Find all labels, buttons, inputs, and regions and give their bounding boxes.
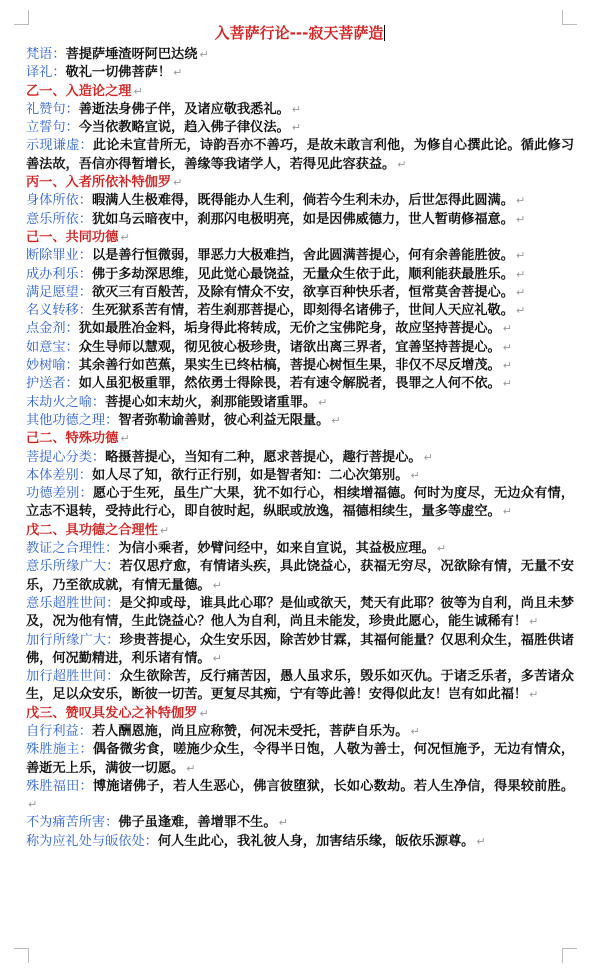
verse-label: 加行所缘广大： xyxy=(26,632,120,648)
verse-label: 成办利乐： xyxy=(26,266,92,282)
verse-text: 是父抑或母，谁具此心耶？是仙或欲天，梵天有此耶？彼等为自利，尚且未梦及，况为他有情，生此饶益心？他人为自利，尚且未能发，珍贵此愿心，能生诚稀有！ xyxy=(26,595,574,630)
verse-text: 珍贵菩提心，众生安乐因，除苦妙甘霖，其福何能量？仅思利众生，福胜供诸佛，何况勤精进，利乐诸有情。 xyxy=(26,632,574,666)
paragraph-mark: ↵ xyxy=(515,212,526,226)
verse-label: 本体差别： xyxy=(26,467,92,483)
paragraph-mark: ↵ xyxy=(410,468,420,482)
verse-line xyxy=(26,595,574,632)
verse-line xyxy=(26,137,574,174)
paragraph-mark: ↵ xyxy=(410,724,420,738)
paragraph-mark: ↵ xyxy=(529,615,539,629)
verse-text: 若仅思疗愈，有情诸头疾，具此饶益心，获福无穷尽，况欲除有情，无量不安乐，乃至欲成就，有情无量德。 xyxy=(26,559,574,593)
paragraph-mark: ↵ xyxy=(515,249,526,263)
verse-text: 今当依教略宣说，趋入佛子律仪法。 xyxy=(78,120,290,136)
verse-label: 妙树喻： xyxy=(26,358,79,374)
verse-text: 犹如最胜冶金料，垢身得此将转成，无价之宝佛陀身，故应坚持菩提心。 xyxy=(78,321,501,337)
paragraph-mark: ↵ xyxy=(212,578,222,592)
verse-text: 众生欲除苦，反行痛苦因，愚人虽求乐，毁乐如灭仇。于诸乏乐者，多苦诸众生，足以众安乐，断彼一切苦。更复尽其痴，宁有等此善！安得似此友！岂有如此福！ xyxy=(26,669,574,703)
verse-label: 殊胜施主： xyxy=(26,742,93,758)
paragraph-mark: ↵ xyxy=(291,121,301,135)
verse-line xyxy=(26,211,574,229)
section-heading xyxy=(26,705,574,723)
verse-label: 意乐超胜世间： xyxy=(26,595,120,611)
verse-label: 满足愿望： xyxy=(26,284,92,300)
verse-text: 如人尽了知，欲行正行别，如是智者知：二心次第别。 xyxy=(91,467,409,483)
verse-line xyxy=(26,485,574,522)
paragraph-mark: ↵ xyxy=(186,761,196,775)
section-heading-text: 己二、特殊功德 xyxy=(26,431,119,447)
verse-line xyxy=(26,46,574,64)
paragraph-mark: ↵ xyxy=(120,230,130,244)
verse-text: 善逝法身佛子伴，及诸应敬我悉礼。 xyxy=(78,101,290,117)
verse-text: 博施诸佛子，若人生恶心，佛言彼堕狱，长如心数劫。若人生净信，得果较前胜。 xyxy=(92,778,575,794)
verse-text: 犹如乌云暗夜中，刹那闪电极明亮，如是因佛威德力，世人暂萌修福意。 xyxy=(91,211,514,227)
page-corner-mark xyxy=(562,948,577,963)
section-heading-text: 戊二、具功德之合理性 xyxy=(26,522,158,538)
verse-line xyxy=(26,375,574,393)
verse-text: 菩提心如末劫火，刹那能毁诸重罪。 xyxy=(105,394,317,410)
paragraph-mark: ↵ xyxy=(529,688,539,702)
verse-text: 欲灭三有百般苦，及除有情众不安，欲享百种快乐者，恒常莫舍菩提心。 xyxy=(91,284,514,300)
verse-text: 以是善行恒微弱，罪恶力大极难挡，舍此圆满菩提心，何有余善能胜彼。 xyxy=(91,248,514,264)
verse-text: 生死狱系苦有情，若生刹那菩提心，即刻得名诸佛子，世间人天应礼敬。 xyxy=(91,303,514,319)
verse-line xyxy=(26,320,574,338)
verse-text: 愿心于生死，虽生广大果，犹不如行心，相续增福德。何时为度尽，无边众有情，立志不退转，受持此行心，即自彼时起，纵眠或放逸，福德相续生，量多等虚空。 xyxy=(26,486,575,520)
verse-label: 身体所依： xyxy=(26,193,92,209)
paragraph-mark: ↵ xyxy=(120,432,130,446)
verse-label: 译礼： xyxy=(26,65,66,81)
document-body[interactable] xyxy=(26,22,574,851)
paragraph-mark: ↵ xyxy=(28,798,38,812)
verse-text: 暇满人生极难得，既得能办人生利，倘若今生利未办，后世怎得此圆满。 xyxy=(91,193,514,209)
verse-label: 末劫火之喻： xyxy=(26,394,106,410)
verse-line xyxy=(26,833,574,851)
verse-line xyxy=(26,192,574,210)
document-title-text: 入菩萨行论---寂天菩萨造 xyxy=(214,24,384,42)
verse-text: 如人虽犯极重罪，然依勇士得除畏，若有速令解脱者，畏罪之人何不依。 xyxy=(78,376,501,392)
verse-text: 其余善行如芭蕉，果实生已终枯槁，菩提心树恒生果，非仅不尽反增茂。 xyxy=(78,358,501,374)
paragraph-mark: ↵ xyxy=(515,194,526,208)
verse-label: 菩提心分类： xyxy=(26,449,106,465)
paragraph-mark: ↵ xyxy=(436,542,447,556)
verse-line xyxy=(26,284,574,302)
verse-line xyxy=(26,412,574,430)
verse-text: 此论未宣昔所无，诗韵吾亦不善巧，是故未敢言利他，为修自心撰此论。循此修习善法故，吾信亦得暂增长，善缘等我诸学人，若得见此容获益。 xyxy=(26,138,575,172)
section-heading xyxy=(26,430,574,448)
verse-line xyxy=(26,119,574,137)
verse-line xyxy=(26,467,574,485)
verse-label: 护送者： xyxy=(26,376,79,392)
verse-text: 佛于多劫深思维，见此觉心最饶益，无量众生依于此，顺利能获最胜乐。 xyxy=(91,266,514,282)
verse-label: 如意宝： xyxy=(26,339,79,355)
verse-text: 何人生此心，我礼彼人身，加害结乐缘，皈依乐源尊。 xyxy=(157,833,475,849)
verse-line xyxy=(26,357,574,375)
verse-line xyxy=(26,814,574,832)
paragraph-mark: ↵ xyxy=(502,322,512,336)
verse-line xyxy=(26,741,574,778)
paragraph-mark: ↵ xyxy=(278,816,288,830)
paragraph-mark: ↵ xyxy=(397,157,407,171)
verse-text: 若人酬恩施，尚且应称赞，何况未受托，菩萨自乐为。 xyxy=(91,723,409,739)
verse-label: 教证之合理性： xyxy=(26,541,119,557)
verse-label: 自行利益： xyxy=(26,723,92,739)
section-heading-text: 丙一、入者所依补特伽罗 xyxy=(26,175,172,191)
verse-line xyxy=(26,64,574,82)
verse-text: 众生导师以慧观，彻见彼心极珍贵，诸欲出离三界者，宜善坚持菩提心。 xyxy=(78,339,501,355)
document-lines xyxy=(26,46,574,851)
paragraph-mark: ↵ xyxy=(331,413,341,427)
document-title xyxy=(26,22,574,44)
page-corner-mark xyxy=(14,948,29,963)
paragraph-mark: ↵ xyxy=(212,651,222,665)
verse-line xyxy=(26,302,574,320)
paragraph-mark: ↵ xyxy=(502,340,512,354)
paragraph-mark: ↵ xyxy=(502,505,512,519)
paragraph-mark: ↵ xyxy=(502,359,512,373)
section-heading xyxy=(26,174,574,192)
section-heading xyxy=(26,83,574,101)
verse-line xyxy=(26,449,574,467)
verse-label: 功德差别： xyxy=(26,486,93,502)
verse-text: 佛子虽逢难，善增罪不生。 xyxy=(118,815,277,831)
verse-label: 不为痛苦所害： xyxy=(26,815,119,831)
verse-line xyxy=(26,540,574,558)
verse-line xyxy=(26,778,574,815)
verse-line xyxy=(26,668,574,705)
verse-label: 加行超胜世间： xyxy=(26,669,120,685)
verse-line xyxy=(26,723,574,741)
section-heading-text: 己一、共同功德 xyxy=(26,229,119,245)
paragraph-mark: ↵ xyxy=(318,395,328,409)
paragraph-mark: ↵ xyxy=(476,834,486,848)
section-heading-text: 乙一、入造论之理 xyxy=(26,83,132,99)
section-heading xyxy=(26,522,574,540)
paragraph-mark: ↵ xyxy=(159,523,170,537)
section-heading xyxy=(26,229,574,247)
paragraph-mark: ↵ xyxy=(133,84,143,98)
paragraph-mark: ↵ xyxy=(199,48,209,61)
paragraph-mark: ↵ xyxy=(502,377,512,391)
verse-label: 立誓句： xyxy=(26,120,79,136)
verse-text: 敬礼一切佛菩萨！ xyxy=(65,65,172,81)
verse-line xyxy=(26,101,574,119)
paragraph-mark: ↵ xyxy=(515,304,526,318)
paragraph-mark: ↵ xyxy=(515,267,526,281)
verse-label: 名义转移： xyxy=(26,303,92,319)
paragraph-mark: ↵ xyxy=(173,176,183,190)
verse-label: 礼赞句： xyxy=(26,101,79,117)
verse-line xyxy=(26,632,574,669)
verse-label: 意乐所缘广大： xyxy=(26,559,120,575)
paragraph-mark: ↵ xyxy=(291,102,301,116)
paragraph-mark: ↵ xyxy=(199,706,209,720)
text-cursor xyxy=(384,25,385,41)
verse-line xyxy=(26,558,574,595)
paragraph-mark: ↵ xyxy=(423,450,433,464)
verse-line xyxy=(26,394,574,412)
verse-label: 梵语： xyxy=(26,47,66,62)
paragraph-mark: ↵ xyxy=(515,285,526,299)
verse-text: 略摄菩提心，当知有二种，愿求菩提心，趣行菩提心。 xyxy=(105,449,422,465)
verse-label: 称为应礼处与皈依处： xyxy=(26,833,158,849)
verse-label: 点金剂： xyxy=(26,321,79,337)
verse-line xyxy=(26,247,574,265)
verse-text: 智者弥勒谕善财，彼心利益无限量。 xyxy=(118,412,330,428)
verse-label: 断除罪业： xyxy=(26,248,92,264)
paragraph-mark: ↵ xyxy=(173,66,183,80)
verse-text: 偶备微劣食，嗟施少众生，令得半日饱，人敬为善士，何况恒施予，无边有情众，善逝无上乐，满彼一切愿。 xyxy=(26,742,575,776)
verse-text: 菩提萨埵渣呀阿巴达绕 xyxy=(65,47,198,62)
verse-label: 意乐所依： xyxy=(26,211,92,227)
verse-text: 为信小乘者，妙臂问经中，如来自宣说，其益极应理。 xyxy=(118,541,435,557)
verse-line xyxy=(26,339,574,357)
verse-label: 其他功德之理： xyxy=(26,412,119,428)
verse-label: 示现谦虚： xyxy=(26,138,93,154)
section-heading-text: 戊三、赞叹具发心之补特伽罗 xyxy=(26,705,198,721)
verse-line xyxy=(26,266,574,284)
verse-label: 殊胜福田： xyxy=(26,778,93,794)
